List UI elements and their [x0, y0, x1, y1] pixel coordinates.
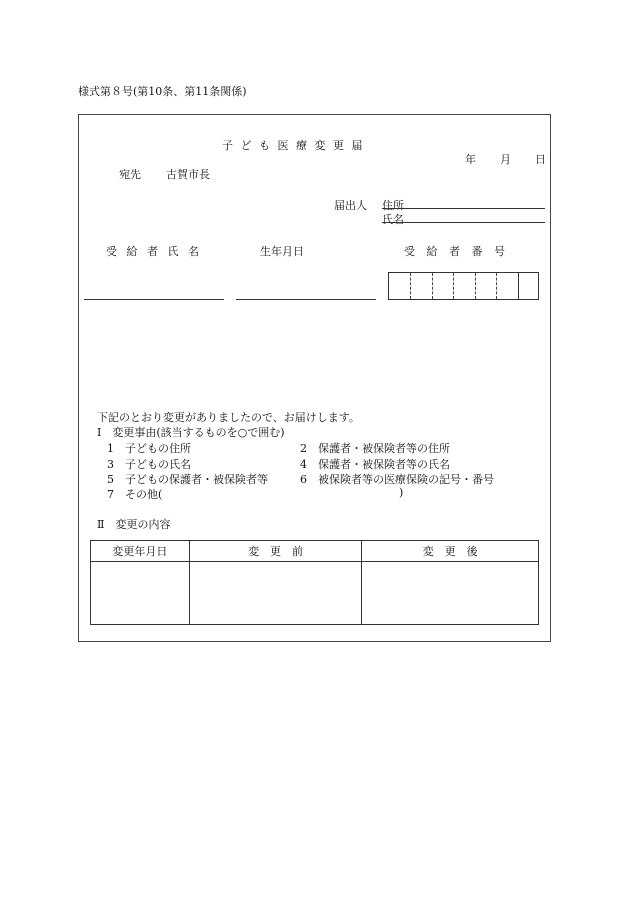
- birth-date-heading: 生年月日: [260, 245, 304, 258]
- applicant-label: 届出人: [334, 199, 367, 212]
- list-item: 1 子どもの住所: [107, 442, 191, 455]
- recipient-number-box[interactable]: [388, 272, 539, 300]
- form-reference: 様式第８号(第10条、第11条関係): [78, 85, 247, 98]
- changes-table: [90, 540, 539, 625]
- list-item: 4 保護者・被保険者等の氏名: [300, 458, 450, 471]
- recipient-name-line[interactable]: [84, 299, 224, 300]
- section2-title: Ⅱ 変更の内容: [97, 518, 171, 531]
- table-header-change-date: 変更年月日: [91, 541, 190, 562]
- table-header-before: 変 更 前: [189, 541, 362, 562]
- address-line[interactable]: [382, 208, 545, 209]
- table-header-after: 変 更 後: [362, 541, 539, 562]
- list-item: 2 保護者・被保険者等の住所: [300, 442, 450, 455]
- list-item: 3 子どもの氏名: [107, 458, 191, 471]
- table-header-row: [91, 541, 539, 562]
- after-cell[interactable]: [362, 562, 539, 625]
- recipient-name-heading: 受 給 者 氏 名: [106, 245, 199, 258]
- name-label: 氏名: [382, 213, 404, 226]
- address-label: 住所: [382, 199, 404, 212]
- date-month: 月: [500, 153, 511, 166]
- list-item: 6 被保険者等の医療保険の記号・番号: [300, 473, 494, 486]
- other-close-paren: ): [399, 486, 404, 499]
- section1-title: Ⅰ 変更事由(該当するものを○で囲む): [97, 426, 285, 439]
- name-line[interactable]: [382, 222, 545, 223]
- addressee-label: 宛先: [119, 168, 141, 181]
- addressee: 古賀市長: [166, 168, 210, 181]
- list-item: 7 その他(: [107, 488, 163, 501]
- intro-text: 下記のとおり変更がありましたので、お届けします。: [97, 411, 360, 424]
- date-day: 日: [535, 153, 546, 166]
- change-date-cell[interactable]: [91, 562, 190, 625]
- form-title: 子 ど も 医 療 変 更 届: [222, 139, 363, 152]
- date-year: 年: [465, 153, 476, 166]
- before-cell[interactable]: [189, 562, 362, 625]
- list-item: 5 子どもの保護者・被保険者等: [107, 473, 268, 486]
- table-row: [91, 562, 539, 625]
- recipient-number-heading: 受 給 者 番 号: [404, 245, 505, 258]
- birth-date-line[interactable]: [236, 299, 376, 300]
